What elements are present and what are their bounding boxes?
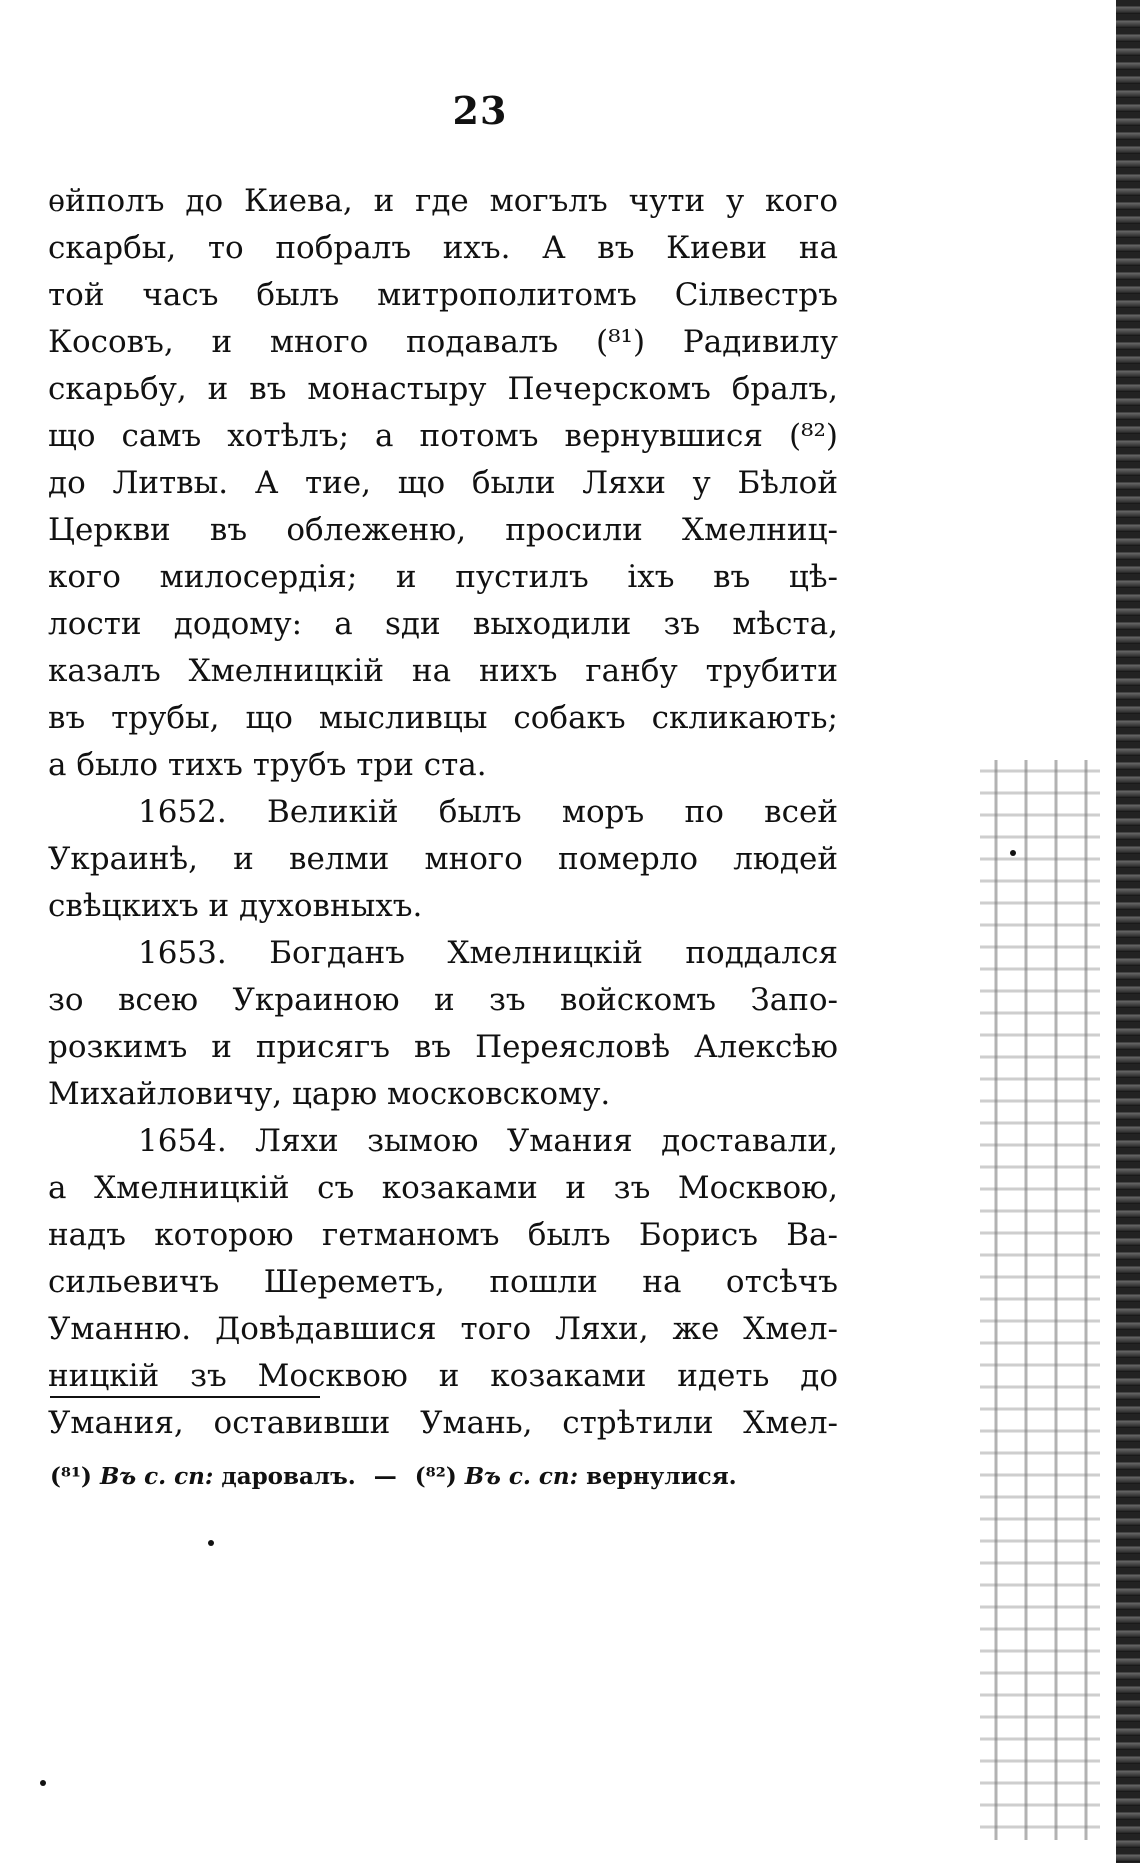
text-line: ѳйполъ до Киева, и где могълъ чути у кого xyxy=(48,183,838,219)
text-line: кого милосердія; и пустилъ іхъ въ цѣ- xyxy=(48,559,838,595)
entry-1652: 1652. Великій былъ моръ по всей xyxy=(138,794,838,830)
footnote-separator: — xyxy=(373,1463,397,1490)
text-line: надъ которою гетманомъ былъ Борисъ Ва- xyxy=(48,1217,838,1253)
page-number: 23 xyxy=(452,88,508,133)
text-line: Украинѣ, и велми много померло людей xyxy=(48,841,838,877)
text-line: зо всею Украиною и зъ войскомъ Запо- xyxy=(48,982,838,1018)
text-line: въ трубы, що мысливцы собакъ скликають; xyxy=(48,700,838,736)
ink-speck xyxy=(208,1540,214,1546)
text-line: а Хмелницкій съ козаками и зъ Москвою, xyxy=(48,1170,838,1206)
entry-1654: 1654. Ляхи зымою Умания доставали, xyxy=(138,1123,838,1159)
body-text xyxy=(48,178,838,1447)
text-line: Церкви въ облеженю, просили Хмелниц- xyxy=(48,512,838,548)
text-line: що самъ хотѣлъ; а потомъ вернувшися (⁸²) xyxy=(48,418,838,454)
text-line: свѣцкихъ и духовныхъ. xyxy=(48,888,423,924)
text-line: ницкій зъ Москвою и козаками идеть до xyxy=(48,1358,838,1394)
text-line: до Литвы. А тие, що были Ляхи у Бѣлой xyxy=(48,465,838,501)
entry-1653: 1653. Богданъ Хмелницкій поддался xyxy=(138,935,838,971)
footnote-82-source: Въ с. сп: xyxy=(464,1463,579,1490)
footnote-82-text: вернулися. xyxy=(586,1463,737,1490)
scan-edge xyxy=(1116,0,1140,1863)
footnote-81-source: Въ с. сп: xyxy=(99,1463,214,1490)
text-line: а было тихъ трубъ три ста. xyxy=(48,747,487,783)
footnotes xyxy=(50,1463,850,1490)
ink-speck xyxy=(40,1780,46,1786)
text-line: сильевичъ Шереметъ, пошли на отсѣчъ xyxy=(48,1264,838,1300)
text-line: скарьбу, и въ монастыру Печерскомъ бралъ, xyxy=(48,371,838,407)
footnote-82-marker: (⁸²) xyxy=(414,1463,457,1490)
footnote-81-text: даровалъ. xyxy=(221,1463,356,1490)
text-line: Уманню. Довѣдавшися того Ляхи, же Хмел- xyxy=(48,1311,838,1347)
text-line: Михайловичу, царю московскому. xyxy=(48,1076,611,1112)
text-line: Косовъ, и много подавалъ (⁸¹) Радивилу xyxy=(48,324,838,360)
footnote-81-marker: (⁸¹) xyxy=(50,1463,92,1490)
text-line: лости додому: а ѕди выходили зъ мѣста, xyxy=(48,606,838,642)
text-line: той часъ былъ митрополитомъ Сілвестръ xyxy=(48,277,838,313)
text-line: скарбы, то побралъ ихъ. А въ Киеви на xyxy=(48,230,838,266)
text-line: розкимъ и присягъ въ Переясловѣ Алексѣю xyxy=(48,1029,838,1065)
text-line: Умания, оставивши Умань, стрѣтили Хмел- xyxy=(48,1405,838,1441)
footnote-divider xyxy=(50,1396,320,1398)
scan-noise xyxy=(980,760,1100,1840)
ink-speck xyxy=(1010,850,1016,856)
text-line: казалъ Хмелницкій на нихъ ганбу трубити xyxy=(48,653,838,689)
